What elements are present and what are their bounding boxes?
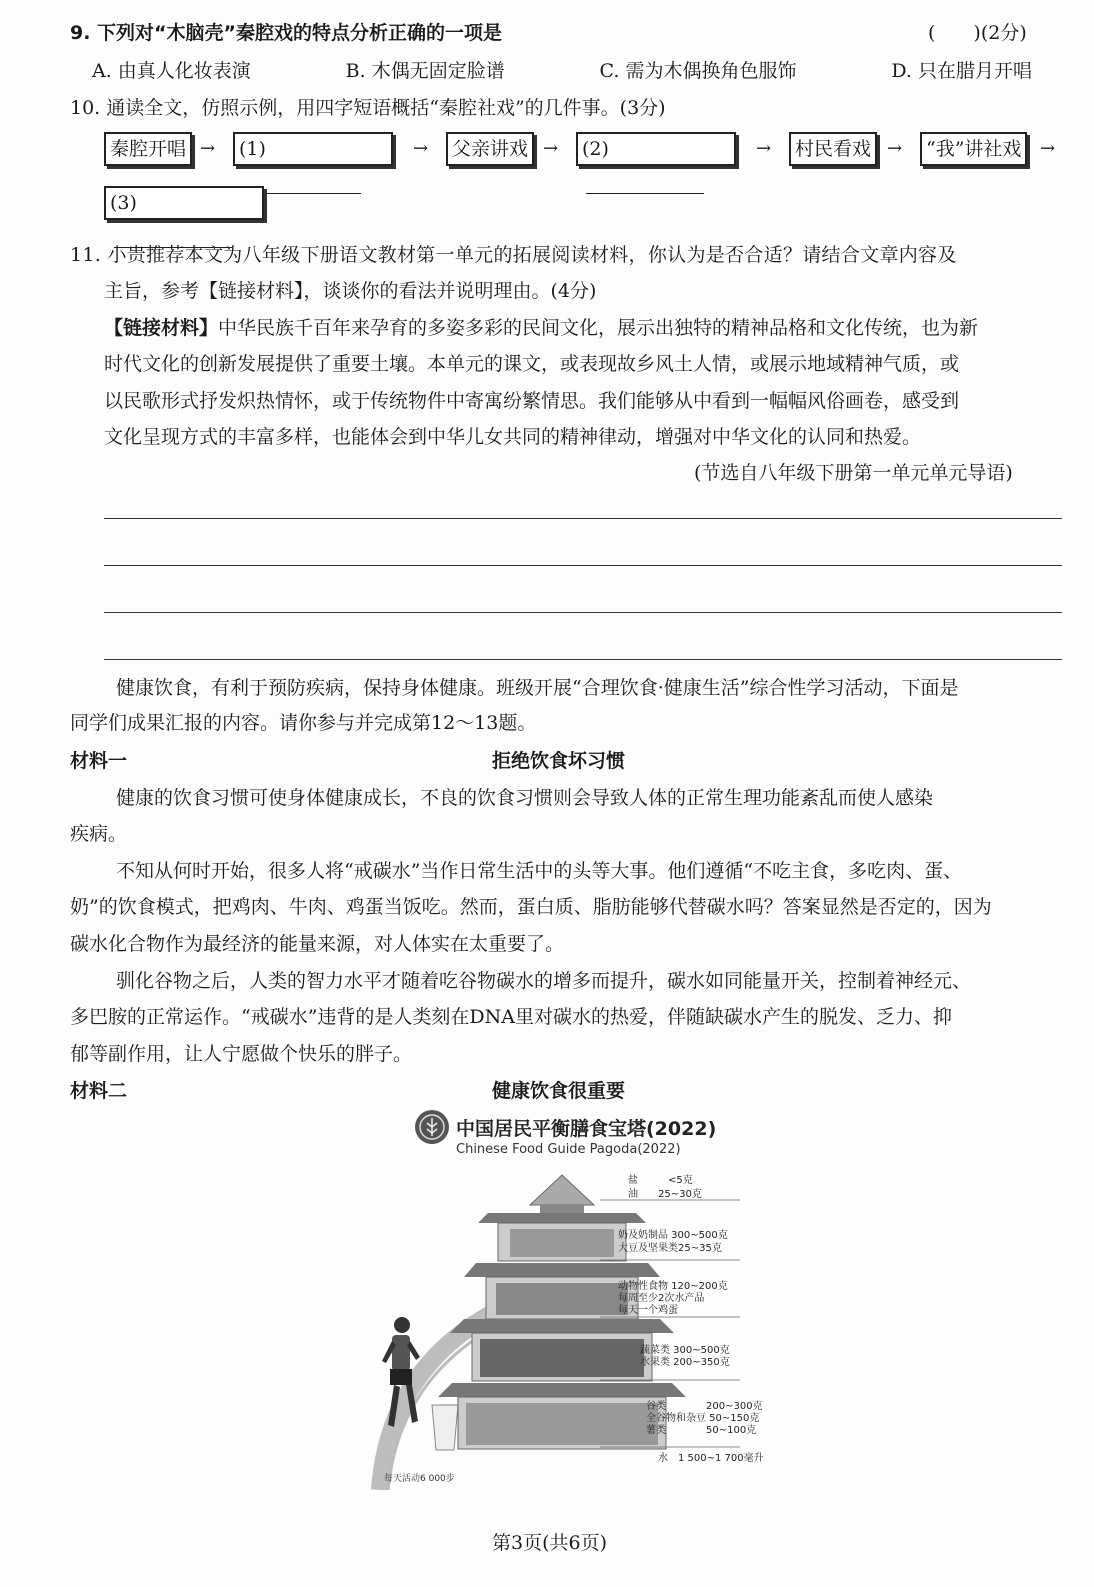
material-1-para: 不知从何时开始，很多人将“戒碳水”当作日常生活中的头等大事。他们遵循“不吃主食，多吃肉、蛋、	[116, 860, 963, 882]
link-material-source: (节选自八年级下册第一单元单元导语)	[694, 462, 1013, 484]
tier-2-line-2: 大豆及坚果类25~35克	[618, 1243, 722, 1254]
material-1-para: 多巴胺的正常运作。“戒碳水”违背的是人类刻在DNA里对碳水的热爱，伴随缺碳水产生的脱发、乏力、抑	[70, 1006, 953, 1028]
q10-text: 10. 通读全文，仿照示例，用四字短语概括“秦腔社戏”的几件事。(3分)	[70, 97, 666, 119]
answer-line[interactable]	[104, 659, 1062, 660]
page-footer: 第3页(共6页)	[492, 1532, 608, 1554]
arrow-icon: →	[200, 138, 216, 159]
tier-5-line-1: 谷类 200~300克	[646, 1401, 763, 1412]
q9-score: ( )(2分)	[928, 22, 1027, 44]
material-1-para: 奶”的饮食模式，把鸡肉、牛肉、鸡蛋当饭吃。然而，蛋白质、脂肪能够代替碳水吗？答案显然是否定的，因为	[70, 896, 992, 918]
tier-4-line-1: 蔬菜类 300~500克	[640, 1345, 730, 1356]
pagoda-title-en: Chinese Food Guide Pagoda(2022)	[456, 1142, 681, 1157]
tier-1-line-2: 油 25~30克	[628, 1189, 702, 1200]
material-1-para: 健康的饮食习惯可使身体健康成长，不良的饮食习惯则会导致人体的正常生理功能紊乱而使人感染	[116, 787, 934, 809]
water-label: 水 1 500~1 700毫升	[658, 1453, 764, 1464]
intro-line-2: 同学们成果汇报的内容。请你参与并完成第12～13题。	[70, 712, 537, 734]
intro-line-1: 健康饮食，有利于预防疾病，保持身体健康。班级开展“合理饮食·健康生活”综合性学习活动，下面是	[116, 677, 959, 699]
activity-label: 每天活动6 000步	[384, 1474, 455, 1484]
pagoda-title-cn: 中国居民平衡膳食宝塔(2022)	[456, 1118, 717, 1140]
link-material-label: 【链接材料】	[104, 317, 219, 339]
material-1-label: 材料一	[70, 750, 128, 772]
tier-5-line-2: 全谷物和杂豆 50~150克	[646, 1413, 760, 1424]
material-1-para: 驯化谷物之后，人类的智力水平才随着吃谷物碳水的增多而提升，碳水如同能量开关，控制着神经元、	[116, 970, 972, 992]
link-material-4: 文化呈现方式的丰富多样，也能体会到中华儿女共同的精神律动，增强对中华文化的认同和热爱。	[104, 426, 922, 448]
q9-text: 9. 下列对“木脑壳”秦腔戏的特点分析正确的一项是	[70, 22, 503, 44]
tier-4-line-2: 水果类 200~350克	[640, 1357, 730, 1368]
q9-option-d[interactable]: D. 只在腊月开唱	[891, 60, 1032, 82]
q9-option-b[interactable]: B. 木偶无固定脸谱	[345, 60, 505, 82]
tier-3-line-2: 每周至少2次水产品	[618, 1293, 705, 1304]
q9-option-a[interactable]: A. 由真人化妆表演	[92, 60, 251, 82]
q10-box-2: 父亲讲戏	[446, 132, 534, 166]
tier-1-line-1: 盐 <5克	[628, 1175, 693, 1186]
food-guide-pagoda-figure	[370, 1105, 790, 1490]
q9-option-c[interactable]: C. 需为木偶换角色服饰	[599, 60, 797, 82]
link-material-3: 以民歌形式抒发炽热情怀，或于传统物件中寄寓纷繁情思。我们能够从中看到一幅幅风俗画卷，感受到	[104, 390, 960, 412]
material-1-para: 疾病。	[70, 823, 128, 845]
q10-blank-1[interactable]: (1)	[233, 132, 393, 166]
arrow-icon: →	[543, 138, 559, 159]
q10-box-4: “我”讲社戏	[920, 132, 1027, 166]
answer-line[interactable]	[104, 518, 1062, 519]
link-material-1: 【链接材料】中华民族千百年来孕育的多姿多彩的民间文化，展示出独特的精神品格和文化传统，也为新	[104, 317, 979, 339]
tier-2-line-1: 奶及奶制品 300~500克	[618, 1230, 728, 1241]
arrow-icon: →	[413, 138, 429, 159]
q9-stem	[70, 18, 502, 45]
q11-line-2: 主旨，参考【链接材料】，谈谈你的看法并说明理由。(4分)	[104, 280, 597, 302]
q10-box-1: 秦腔开唱	[104, 132, 192, 166]
material-2-title: 健康饮食很重要	[492, 1080, 626, 1102]
q10-blank-2[interactable]: (2)	[576, 132, 736, 166]
material-2-label: 材料二	[70, 1080, 128, 1102]
logo-icon	[415, 1110, 449, 1144]
pagoda-tier-1	[530, 1175, 594, 1213]
link-material-2: 时代文化的创新发展提供了重要土壤。本单元的课文，或表现故乡风土人情，或展示地域精神气质，或	[104, 353, 960, 375]
tier-3-line-3: 每天一个鸡蛋	[618, 1305, 678, 1316]
material-1-para: 碳水化合物作为最经济的能量来源，对人体实在太重要了。	[70, 933, 565, 955]
arrow-icon: →	[887, 138, 903, 159]
tier-5-line-3: 薯类 50~100克	[646, 1425, 757, 1436]
arrow-icon: →	[1040, 138, 1056, 159]
material-1-title: 拒绝饮食坏习惯	[492, 750, 626, 772]
q11-line-1: 11. 小贵推荐本文为八年级下册语文教材第一单元的拓展阅读材料，你认为是否合适？请结合文章内容及	[70, 244, 957, 266]
arrow-icon: →	[756, 138, 772, 159]
answer-line[interactable]	[104, 565, 1062, 566]
answer-line[interactable]	[104, 612, 1062, 613]
material-1-para: 郁等副作用，让人宁愿做个快乐的胖子。	[70, 1043, 413, 1065]
q10-blank-3[interactable]: (3)	[104, 186, 264, 220]
q10-box-3: 村民看戏	[789, 132, 877, 166]
q10-stem	[70, 93, 666, 120]
water-glass-icon	[432, 1405, 458, 1450]
q9-options	[92, 56, 1032, 83]
tier-3-line-1: 动物性食物 120~200克	[618, 1281, 728, 1292]
